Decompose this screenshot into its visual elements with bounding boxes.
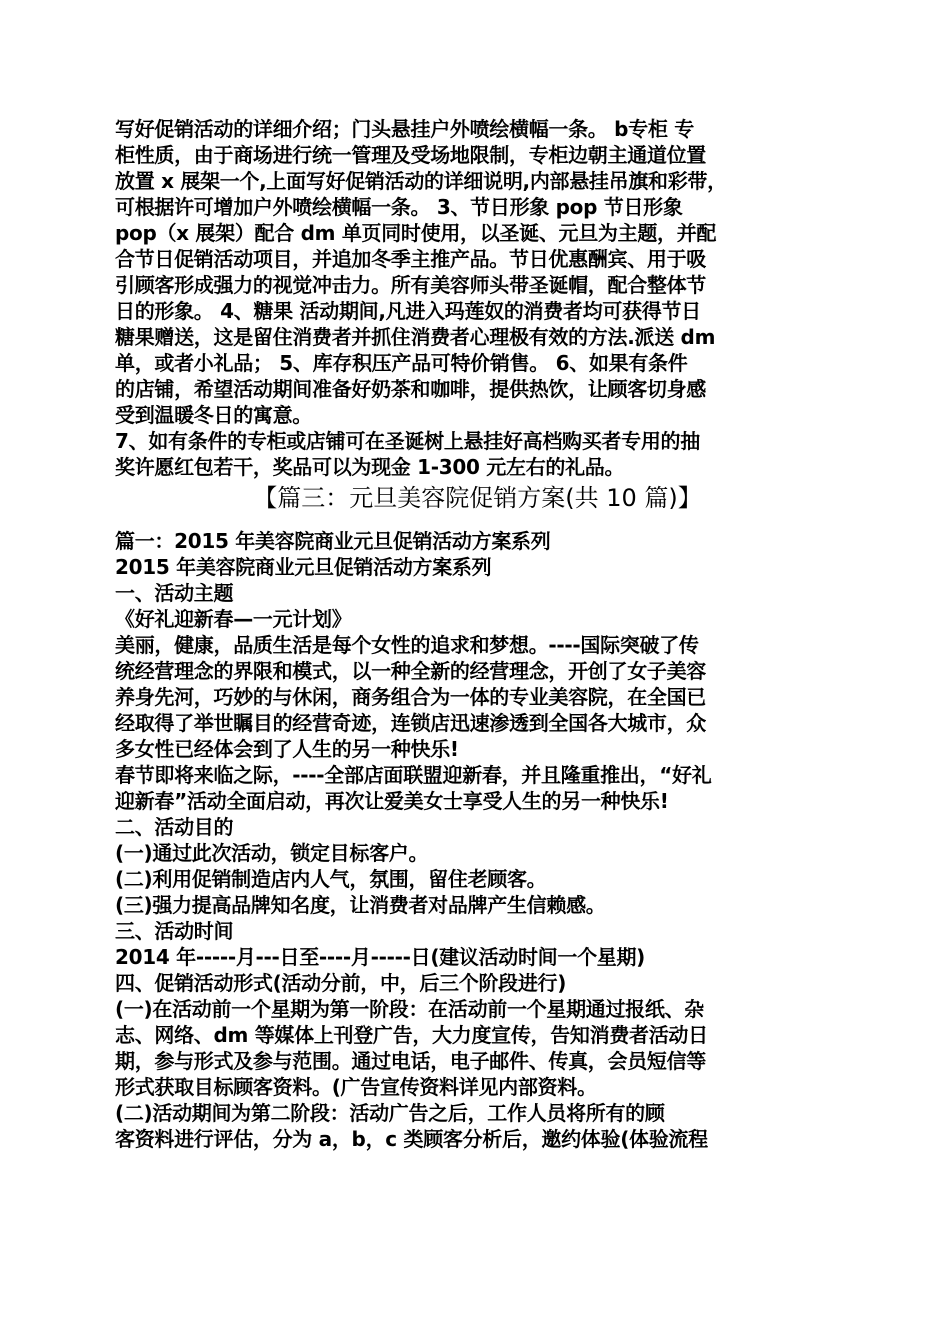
text-line: 养身先河，巧妙的与休闲，商务组合为一体的专业美容院，在全国已 (115, 685, 706, 709)
text-line: 多女性已经体会到了人生的另一种快乐! (115, 737, 459, 761)
text-line: 7、如有条件的专柜或店铺可在圣诞树上悬挂好高档购买者专用的抽 (115, 429, 700, 453)
list-item: (三)强力提高品牌知名度，让消费者对品牌产生信赖感。 (115, 893, 606, 917)
heading-line: 《好礼迎新春—一元计划》 (115, 607, 352, 631)
text-line: 糖果赠送，这是留住消费者并抓住消费者心理极有效的方法.派送 dm (115, 325, 716, 349)
heading-line: 2015 年美容院商业元旦促销活动方案系列 (115, 555, 492, 579)
text-line: pop（x 展架）配合 dm 单页同时使用，以圣诞、元旦为主题，并配 (115, 221, 717, 245)
text-line: 引顾客形成强力的视觉冲击力。所有美容师头带圣诞帽，配合整体节 (115, 273, 706, 297)
text-line: 美丽，健康，品质生活是每个女性的追求和梦想。----国际突破了传 (115, 633, 699, 657)
paragraph-promotion-details (115, 116, 840, 480)
text-line: 春节即将来临之际，----全部店面联盟迎新春，并且隆重推出，“好礼 (115, 763, 712, 787)
text-line: 期，参与形式及参与范围。通过电话，电子邮件、传真，会员短信等 (115, 1049, 706, 1073)
text-line: 经取得了举世瞩目的经营奇迹，连锁店迅速渗透到全国各大城市，众 (115, 711, 706, 735)
text-line: 的店铺，希望活动期间准备好奶茶和咖啡，提供热饮，让顾客切身感 (115, 377, 706, 401)
text-line: 单，或者小礼品； 5、库存积压产品可特价销售。 6、如果有条件 (115, 351, 688, 375)
text-line: 形式获取目标顾客资料。(广告宣传资料详见内部资料。 (115, 1075, 597, 1099)
document-body (115, 116, 840, 1152)
list-item: (一)通过此次活动，锁定目标客户。 (115, 841, 429, 865)
text-line: 2014 年-----月---日至----月-----日(建议活动时间一个星期) (115, 945, 646, 969)
text-line: (一)在活动前一个星期为第一阶段：在活动前一个星期通过报纸、杂 (115, 997, 704, 1021)
text-line: 合节日促销活动项目，并追加冬季主推产品。节日优惠酬宾、用于吸 (115, 247, 706, 271)
heading-line: 三、活动时间 (115, 919, 234, 943)
text-line: (二)活动期间为第二阶段：活动广告之后，工作人员将所有的顾 (115, 1101, 665, 1125)
heading-line: 二、活动目的 (115, 815, 234, 839)
list-item: (二)利用促销制造店内人气，氛围，留住老顾客。 (115, 867, 547, 891)
text-line: 统经营理念的界限和模式，以一种全新的经营理念，开创了女子美容 (115, 659, 706, 683)
text-line: 受到温暖冬日的寓意。 (115, 403, 312, 427)
text-line: 志、网络、dm 等媒体上刊登广告，大力度宣传，告知消费者活动日 (115, 1023, 708, 1047)
section-title: 【篇三：元旦美容院促销方案(共 10 篇)】 (253, 484, 702, 512)
text-line: 可根据许可增加户外喷绘横幅一条。 3、节日形象 pop 节日形象 (115, 195, 683, 219)
text-line: 日的形象。 4、糖果 活动期间,凡进入玛莲奴的消费者均可获得节日 (115, 299, 701, 323)
text-line: 柜性质，由于商场进行统一管理及受场地限制，专柜边朝主通道位置 (115, 143, 706, 167)
text-line: 客资料进行评估，分为 a，b，c 类顾客分析后，邀约体验(体验流程 (115, 1127, 708, 1151)
heading-line: 四、促销活动形式(活动分前，中，后三个阶段进行) (115, 971, 567, 995)
text-line: 放置 x 展架一个,上面写好促销活动的详细说明,内部悬挂吊旗和彩带， (115, 169, 727, 193)
text-line: 写好促销活动的详细介绍；门头悬挂户外喷绘横幅一条。 b专柜 专 (115, 117, 694, 141)
paragraph-plan-series (115, 528, 840, 1152)
heading-line: 篇一：2015 年美容院商业元旦促销活动方案系列 (115, 529, 551, 553)
text-line: 奖许愿红包若干，奖品可以为现金 1-300 元左右的礼品。 (115, 455, 625, 479)
text-line: 迎新春”活动全面启动，再次让爱美女士享受人生的另一种快乐! (115, 789, 669, 813)
heading-line: 一、活动主题 (115, 581, 234, 605)
